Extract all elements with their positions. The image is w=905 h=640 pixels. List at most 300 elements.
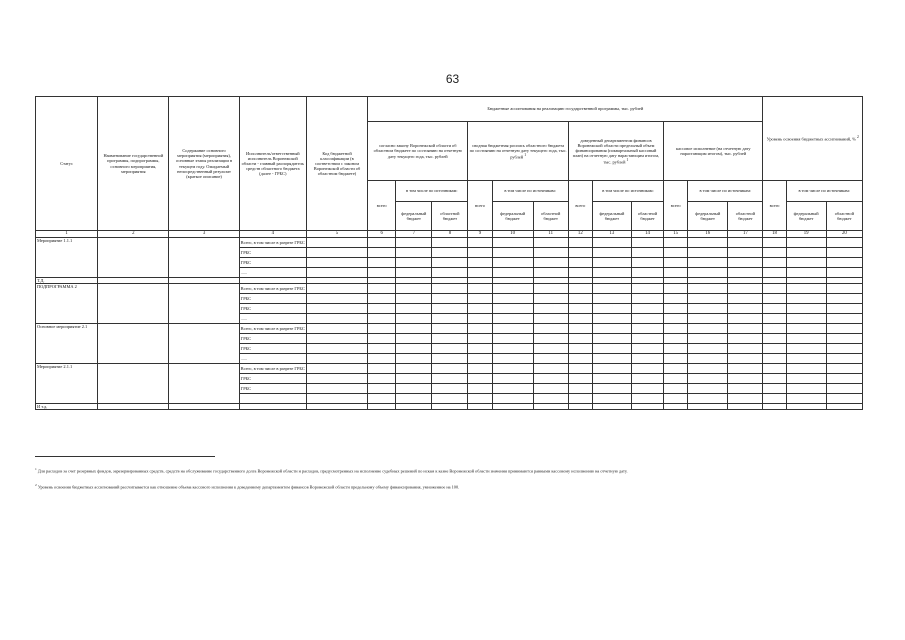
row-grbs <box>239 394 306 404</box>
header-regional: областной бюджет <box>826 202 862 231</box>
value-cell <box>432 384 468 394</box>
value-cell <box>826 248 862 258</box>
value-cell <box>826 304 862 314</box>
value-cell <box>368 394 396 404</box>
header-incl-sources: в том числе по источникам: <box>786 181 862 202</box>
value-cell <box>728 374 763 384</box>
column-number: 2 <box>98 231 169 238</box>
row-name <box>98 364 169 404</box>
value-cell <box>533 404 568 410</box>
value-cell <box>826 238 862 248</box>
value-cell <box>763 284 786 294</box>
header-regional: областной бюджет <box>728 202 763 231</box>
value-cell <box>432 354 468 364</box>
value-cell <box>368 284 396 294</box>
value-cell <box>492 294 533 304</box>
value-cell <box>368 334 396 344</box>
value-cell <box>468 364 492 374</box>
value-cell <box>396 284 432 294</box>
value-cell <box>688 384 728 394</box>
value-cell <box>592 304 631 314</box>
value-cell <box>728 354 763 364</box>
header-allocations-group: Бюджетные ассигнования на реализацию государственной программы, тыс. рублей <box>368 97 763 122</box>
value-cell <box>568 334 592 344</box>
value-cell <box>368 238 396 248</box>
value-cell <box>763 394 786 404</box>
value-cell <box>763 404 786 410</box>
column-number: 7 <box>396 231 432 238</box>
value-cell <box>786 364 826 374</box>
column-number: 10 <box>492 231 533 238</box>
value-cell <box>786 324 826 334</box>
value-cell <box>728 384 763 394</box>
value-cell <box>396 304 432 314</box>
value-cell <box>763 314 786 324</box>
value-cell <box>826 334 862 344</box>
row-status: Мероприятие 1.1.1 <box>36 238 98 278</box>
value-cell <box>763 354 786 364</box>
value-cell <box>664 404 688 410</box>
row-grbs: ГРБС <box>239 248 306 258</box>
value-cell <box>592 334 631 344</box>
value-cell <box>786 344 826 354</box>
value-cell <box>492 354 533 364</box>
value-cell <box>592 364 631 374</box>
value-cell <box>631 344 663 354</box>
header-total: всего <box>763 181 786 231</box>
value-cell <box>492 374 533 384</box>
value-cell <box>396 404 432 410</box>
value-cell <box>728 284 763 294</box>
value-cell <box>306 404 367 410</box>
value-cell <box>592 268 631 278</box>
row-content <box>169 324 239 364</box>
value-cell <box>592 354 631 364</box>
column-number: 8 <box>432 231 468 238</box>
value-cell <box>763 268 786 278</box>
value-cell <box>306 344 367 354</box>
value-cell <box>631 334 663 344</box>
value-cell <box>728 314 763 324</box>
value-cell <box>786 294 826 304</box>
value-cell <box>728 334 763 344</box>
value-cell <box>688 268 728 278</box>
value-cell <box>786 268 826 278</box>
header-name: Наименование государственной программы, подпрограммы, основного мероприятия, мероприятия <box>98 97 169 231</box>
header-budget-code: Код бюджетной классификации (в соответствии с законом Воронежской области об областном бюджете) <box>306 97 367 231</box>
value-cell <box>664 344 688 354</box>
value-cell <box>664 384 688 394</box>
value-cell <box>568 394 592 404</box>
value-cell <box>763 238 786 248</box>
value-cell <box>368 268 396 278</box>
value-cell <box>306 394 367 404</box>
value-cell <box>568 268 592 278</box>
value-cell <box>568 354 592 364</box>
value-cell <box>468 394 492 404</box>
value-cell <box>533 238 568 248</box>
value-cell <box>631 294 663 304</box>
value-cell <box>533 304 568 314</box>
value-cell <box>432 258 468 268</box>
header-federal: федеральный бюджет <box>492 202 533 231</box>
header-level: Уровень освоения бюджетных ассигнований, % $^2$ <box>763 97 863 181</box>
row-grbs: Всего, в том числе в разрезе ГРБС <box>239 324 306 334</box>
value-cell <box>568 294 592 304</box>
value-cell <box>786 404 826 410</box>
value-cell <box>786 304 826 314</box>
value-cell <box>492 304 533 314</box>
value-cell <box>306 294 367 304</box>
value-cell <box>468 238 492 248</box>
value-cell <box>631 238 663 248</box>
value-cell <box>396 374 432 384</box>
header-incl-sources: в том числе по источникам: <box>396 181 468 202</box>
header-cash-execution: кассовое исполнение (на отчетную дату нарастающим итогом), тыс. рублей <box>664 122 763 181</box>
value-cell <box>664 294 688 304</box>
value-cell <box>306 248 367 258</box>
value-cell <box>763 324 786 334</box>
value-cell <box>468 404 492 410</box>
value-cell <box>728 324 763 334</box>
value-cell <box>826 284 862 294</box>
column-number: 15 <box>664 231 688 238</box>
value-cell <box>631 314 663 324</box>
value-cell <box>786 384 826 394</box>
header-total: всего <box>568 181 592 231</box>
value-cell <box>306 384 367 394</box>
value-cell <box>492 404 533 410</box>
value-cell <box>568 384 592 394</box>
value-cell <box>664 238 688 248</box>
value-cell <box>728 248 763 258</box>
value-cell <box>533 258 568 268</box>
header-incl-sources: в том числе по источникам: <box>492 181 568 202</box>
value-cell <box>432 248 468 258</box>
value-cell <box>568 304 592 314</box>
value-cell <box>432 268 468 278</box>
header-total: всего <box>664 181 688 231</box>
value-cell <box>592 284 631 294</box>
value-cell <box>631 354 663 364</box>
column-number: 3 <box>169 231 239 238</box>
value-cell <box>396 394 432 404</box>
row-grbs: Всего, в том числе в разрезе ГРБС <box>239 364 306 374</box>
value-cell <box>786 238 826 248</box>
value-cell <box>728 258 763 268</box>
table-body <box>36 238 863 410</box>
value-cell <box>432 284 468 294</box>
value-cell <box>306 284 367 294</box>
row-name <box>98 324 169 364</box>
value-cell <box>432 404 468 410</box>
value-cell <box>664 248 688 258</box>
value-cell <box>98 404 169 410</box>
header-incl-sources: в том числе по источникам: <box>688 181 763 202</box>
value-cell <box>396 258 432 268</box>
value-cell <box>688 404 728 410</box>
header-funding-limit: доведенный департаментом финансов Воронежской области предельный объем финансирования (поквартальный кассовый план) на отчетную дату нарастающим итогом, тыс. рублей $^1$ <box>568 122 663 181</box>
value-cell <box>664 374 688 384</box>
value-cell <box>688 324 728 334</box>
value-cell <box>728 294 763 304</box>
value-cell <box>826 374 862 384</box>
value-cell <box>492 394 533 404</box>
value-cell <box>592 324 631 334</box>
value-cell <box>533 268 568 278</box>
value-cell <box>592 248 631 258</box>
footnote-rule <box>35 456 215 457</box>
row-content <box>169 238 239 278</box>
value-cell <box>396 384 432 394</box>
value-cell <box>368 324 396 334</box>
value-cell <box>432 344 468 354</box>
value-cell <box>368 354 396 364</box>
value-cell <box>468 354 492 364</box>
header-regional: областной бюджет <box>631 202 663 231</box>
value-cell <box>688 314 728 324</box>
value-cell <box>631 304 663 314</box>
value-cell <box>468 258 492 268</box>
value-cell <box>728 364 763 374</box>
value-cell <box>396 324 432 334</box>
value-cell <box>468 294 492 304</box>
value-cell <box>568 324 592 334</box>
header-federal: федеральный бюджет <box>786 202 826 231</box>
value-cell <box>763 374 786 384</box>
header-budget-schedule: сводная бюджетная роспись областного бюджета по состоянию на отчетную дату текущего года, тыс. рублей $^1$ <box>468 122 568 181</box>
value-cell <box>728 394 763 404</box>
header-status: Статус <box>36 97 98 231</box>
header-total: всего <box>368 181 396 231</box>
row-grbs: Всего, в том числе в разрезе ГРБС <box>239 284 306 294</box>
value-cell <box>239 404 306 410</box>
value-cell <box>728 268 763 278</box>
value-cell <box>533 324 568 334</box>
column-number: 1 <box>36 231 98 238</box>
header-content: Содержание основного мероприятия (мероприятия), основные этапы реализации в текущем году. Ожидаемый непосредственный результат (краткое описание) <box>169 97 239 231</box>
value-cell <box>468 248 492 258</box>
value-cell <box>533 384 568 394</box>
column-number: 13 <box>592 231 631 238</box>
value-cell <box>826 258 862 268</box>
value-cell <box>631 394 663 404</box>
value-cell <box>396 238 432 248</box>
column-number: 4 <box>239 231 306 238</box>
value-cell <box>368 374 396 384</box>
value-cell <box>492 238 533 248</box>
row-continuation: И т.д. <box>36 404 98 410</box>
value-cell <box>688 394 728 404</box>
value-cell <box>533 354 568 364</box>
header-federal: федеральный бюджет <box>592 202 631 231</box>
value-cell <box>368 384 396 394</box>
value-cell <box>492 324 533 334</box>
footnote-2: $^2$ Уровень освоения бюджетных ассигнований рассчитывается как отношение объема кассового исполнения к доведенному департаментом финансов Воронежской области предельному объему финансирования, умноженное на 100. <box>35 483 460 490</box>
value-cell <box>368 294 396 304</box>
value-cell <box>826 324 862 334</box>
value-cell <box>688 354 728 364</box>
header-regional: областной бюджет <box>432 202 468 231</box>
value-cell <box>492 384 533 394</box>
row-continuation: Т.Д. <box>36 278 98 284</box>
row-grbs: ГРБС <box>239 258 306 268</box>
row-grbs: ГРБС <box>239 334 306 344</box>
value-cell <box>631 364 663 374</box>
value-cell <box>826 294 862 304</box>
row-grbs: ГРБС <box>239 294 306 304</box>
value-cell <box>763 384 786 394</box>
value-cell <box>664 268 688 278</box>
column-number: 11 <box>533 231 568 238</box>
value-cell <box>592 404 631 410</box>
value-cell <box>728 304 763 314</box>
value-cell <box>688 284 728 294</box>
value-cell <box>396 314 432 324</box>
value-cell <box>533 248 568 258</box>
value-cell <box>763 248 786 258</box>
value-cell <box>533 374 568 384</box>
row-grbs: ...... <box>239 268 306 278</box>
table-row <box>36 324 863 334</box>
footnote-1: $^1$ Для расходов за счет резервных фондов, зарезервированных средств, средств на обслуживание государственного долга Воронежской области и расходов, предусмотренных на исполнение судебных решений по искам к казне Воронежской области значения принимаются равными кассовому исполнению на отчетную дату. <box>35 467 628 474</box>
value-cell <box>826 314 862 324</box>
value-cell <box>568 258 592 268</box>
value-cell <box>306 304 367 314</box>
value-cell <box>631 268 663 278</box>
value-cell <box>688 294 728 304</box>
value-cell <box>396 334 432 344</box>
column-number: 6 <box>368 231 396 238</box>
value-cell <box>368 248 396 258</box>
value-cell <box>786 374 826 384</box>
value-cell <box>631 248 663 258</box>
value-cell <box>664 284 688 294</box>
value-cell <box>368 258 396 268</box>
value-cell <box>592 394 631 404</box>
value-cell <box>468 314 492 324</box>
value-cell <box>492 284 533 294</box>
value-cell <box>592 238 631 248</box>
value-cell <box>432 304 468 314</box>
column-number: 17 <box>728 231 763 238</box>
value-cell <box>688 374 728 384</box>
value-cell <box>688 344 728 354</box>
value-cell <box>396 268 432 278</box>
value-cell <box>492 364 533 374</box>
value-cell <box>368 304 396 314</box>
value-cell <box>786 248 826 258</box>
page-number: 63 <box>445 72 460 86</box>
column-number: 20 <box>826 231 862 238</box>
value-cell <box>432 334 468 344</box>
value-cell <box>396 248 432 258</box>
value-cell <box>492 334 533 344</box>
value-cell <box>306 374 367 384</box>
value-cell <box>492 314 533 324</box>
row-grbs: ГРБС <box>239 344 306 354</box>
value-cell <box>688 238 728 248</box>
value-cell <box>826 394 862 404</box>
value-cell <box>664 324 688 334</box>
value-cell <box>631 384 663 394</box>
value-cell <box>468 374 492 384</box>
value-cell <box>568 248 592 258</box>
table-row <box>36 238 863 248</box>
value-cell <box>728 404 763 410</box>
value-cell <box>492 258 533 268</box>
value-cell <box>468 344 492 354</box>
value-cell <box>396 294 432 304</box>
value-cell <box>568 374 592 384</box>
column-number: 14 <box>631 231 663 238</box>
table-row <box>36 284 863 294</box>
header-federal: федеральный бюджет <box>396 202 432 231</box>
value-cell <box>826 364 862 374</box>
value-cell <box>631 284 663 294</box>
value-cell <box>306 354 367 364</box>
value-cell <box>368 404 396 410</box>
value-cell <box>533 394 568 404</box>
table-row <box>36 364 863 374</box>
value-cell <box>492 268 533 278</box>
value-cell <box>306 238 367 248</box>
value-cell <box>786 314 826 324</box>
column-number: 19 <box>786 231 826 238</box>
value-cell <box>631 374 663 384</box>
value-cell <box>728 238 763 248</box>
footnotes <box>35 456 863 499</box>
value-cell <box>306 268 367 278</box>
value-cell <box>826 268 862 278</box>
value-cell <box>432 394 468 404</box>
value-cell <box>169 404 239 410</box>
row-status: Основное мероприятие 2.1 <box>36 324 98 364</box>
value-cell <box>592 374 631 384</box>
row-status: Мероприятие 2.1.1 <box>36 364 98 404</box>
value-cell <box>533 344 568 354</box>
value-cell <box>763 364 786 374</box>
value-cell <box>763 344 786 354</box>
value-cell <box>728 344 763 354</box>
value-cell <box>306 324 367 334</box>
value-cell <box>432 364 468 374</box>
column-number: 18 <box>763 231 786 238</box>
value-cell <box>592 314 631 324</box>
value-cell <box>432 314 468 324</box>
value-cell <box>826 344 862 354</box>
value-cell <box>826 354 862 364</box>
value-cell <box>568 404 592 410</box>
value-cell <box>786 354 826 364</box>
value-cell <box>826 404 862 410</box>
value-cell <box>763 258 786 268</box>
value-cell <box>533 314 568 324</box>
value-cell <box>468 284 492 294</box>
value-cell <box>468 268 492 278</box>
column-number: 12 <box>568 231 592 238</box>
value-cell <box>664 364 688 374</box>
column-number: 5 <box>306 231 367 238</box>
header-total: всего <box>468 181 492 231</box>
value-cell <box>763 294 786 304</box>
header-responsible: Исполнитель/ответственный исполнитель Воронежской области - главный распорядитель средств областного бюджета (далее - ГРБС) <box>239 97 306 231</box>
value-cell <box>492 344 533 354</box>
budget-report-table <box>35 96 863 410</box>
row-grbs: ГРБС <box>239 374 306 384</box>
value-cell <box>368 364 396 374</box>
value-cell <box>432 294 468 304</box>
